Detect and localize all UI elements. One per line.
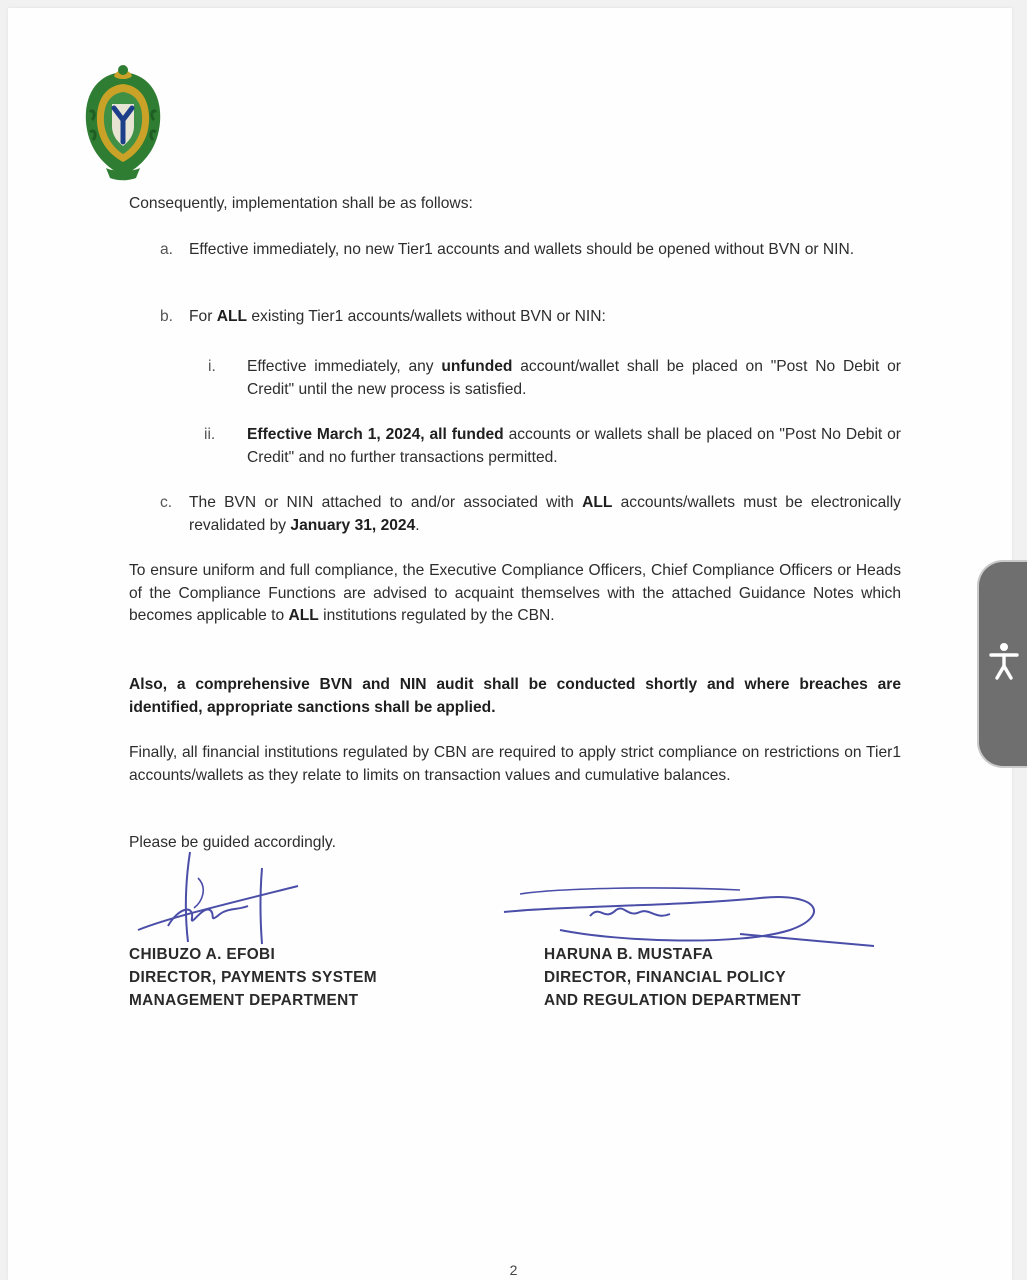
closing-line: Please be guided accordingly.: [129, 834, 336, 851]
signatory-mustafa-title-1: DIRECTOR, FINANCIAL POLICY: [544, 968, 786, 986]
list-marker-a: a.: [160, 241, 174, 258]
compliance-paragraph-text-end: institutions regulated by the CBN.: [318, 607, 555, 624]
list-item-b-i-text: Effective immediately, any: [247, 358, 442, 375]
page-number: 2: [509, 1262, 518, 1278]
list-item-a: Effective immediately, no new Tier1 accounts and wallets should be opened without BVN or NIN.: [189, 241, 855, 258]
list-marker-b-ii: ii.: [204, 426, 216, 443]
list-item-c-text-end: .: [415, 516, 420, 534]
list-item-c-text: The BVN or NIN attached to and/or associated with: [189, 494, 583, 511]
signatory-efobi: [129, 944, 489, 1012]
list-item-b-text-end: existing Tier1 accounts/wallets without BVN or NIN:: [247, 308, 606, 325]
compliance-paragraph-text: To ensure uniform and full compliance, the Executive Compliance Officers, Chief Compliance Officers or Heads of the Compliance Functions are advised to acquaint themselves with the attached Guidance Notes which becomes applicable to: [129, 562, 901, 624]
accessibility-person-icon: [989, 642, 1021, 682]
accessibility-button[interactable]: [979, 562, 1027, 766]
list-item-c-date: January 31, 2024: [290, 516, 416, 534]
list-item-b-ii-bold: Effective March 1, 2024, all funded: [247, 426, 504, 443]
signatory-mustafa: [544, 944, 924, 1012]
signatory-mustafa-name: HARUNA B. MUSTAFA: [544, 946, 714, 963]
signatory-efobi-title-1: DIRECTOR, PAYMENTS SYSTEM: [129, 968, 377, 986]
list-item-c: [189, 492, 901, 537]
list-item-c-bold: ALL: [582, 494, 613, 511]
list-item-b: [189, 306, 901, 329]
signature-efobi: [128, 848, 318, 948]
list-item-b-i-bold: unfunded: [441, 358, 513, 375]
audit-paragraph: Also, a comprehensive BVN and NIN audit shall be conducted shortly and where breaches are identified, appropriate sanctions shall be applied.: [129, 676, 901, 716]
list-item-b-bold: ALL: [216, 308, 248, 325]
list-item-b-i: [247, 356, 901, 401]
intro-line: Consequently, implementation shall be as follows:: [129, 195, 473, 212]
finally-paragraph: Finally, all financial institutions regulated by CBN are required to apply strict compliance on restrictions on Tier1 accounts/wallets as they relate to limits on transaction values and cumulative balances.: [129, 744, 901, 784]
list-marker-b-i: i.: [208, 358, 216, 375]
list-marker-c: c.: [160, 494, 173, 511]
list-item-b-ii-text-end: accounts or wallets shall be placed on "Post No Debit or Credit" and no further transactions permitted.: [247, 426, 901, 466]
cbn-crest-logo: [76, 60, 170, 184]
list-item-b-ii: [247, 424, 901, 469]
signature-mustafa: [500, 876, 880, 952]
compliance-paragraph-bold: ALL: [288, 607, 319, 624]
signatory-mustafa-title-2: AND REGULATION DEPARTMENT: [544, 991, 801, 1009]
list-item-b-i-text-end: account/wallet shall be placed on "Post No Debit or Credit" until the new process is satisfied.: [247, 358, 901, 398]
compliance-paragraph: [129, 560, 901, 628]
list-marker-b: b.: [160, 308, 174, 325]
signatory-efobi-name: CHIBUZO A. EFOBI: [129, 946, 276, 963]
signatory-efobi-title-2: MANAGEMENT DEPARTMENT: [129, 991, 359, 1009]
list-item-b-text: For: [189, 308, 217, 325]
list-item-c-text-mid: accounts/wallets must be electronically revalidated by: [189, 494, 901, 534]
